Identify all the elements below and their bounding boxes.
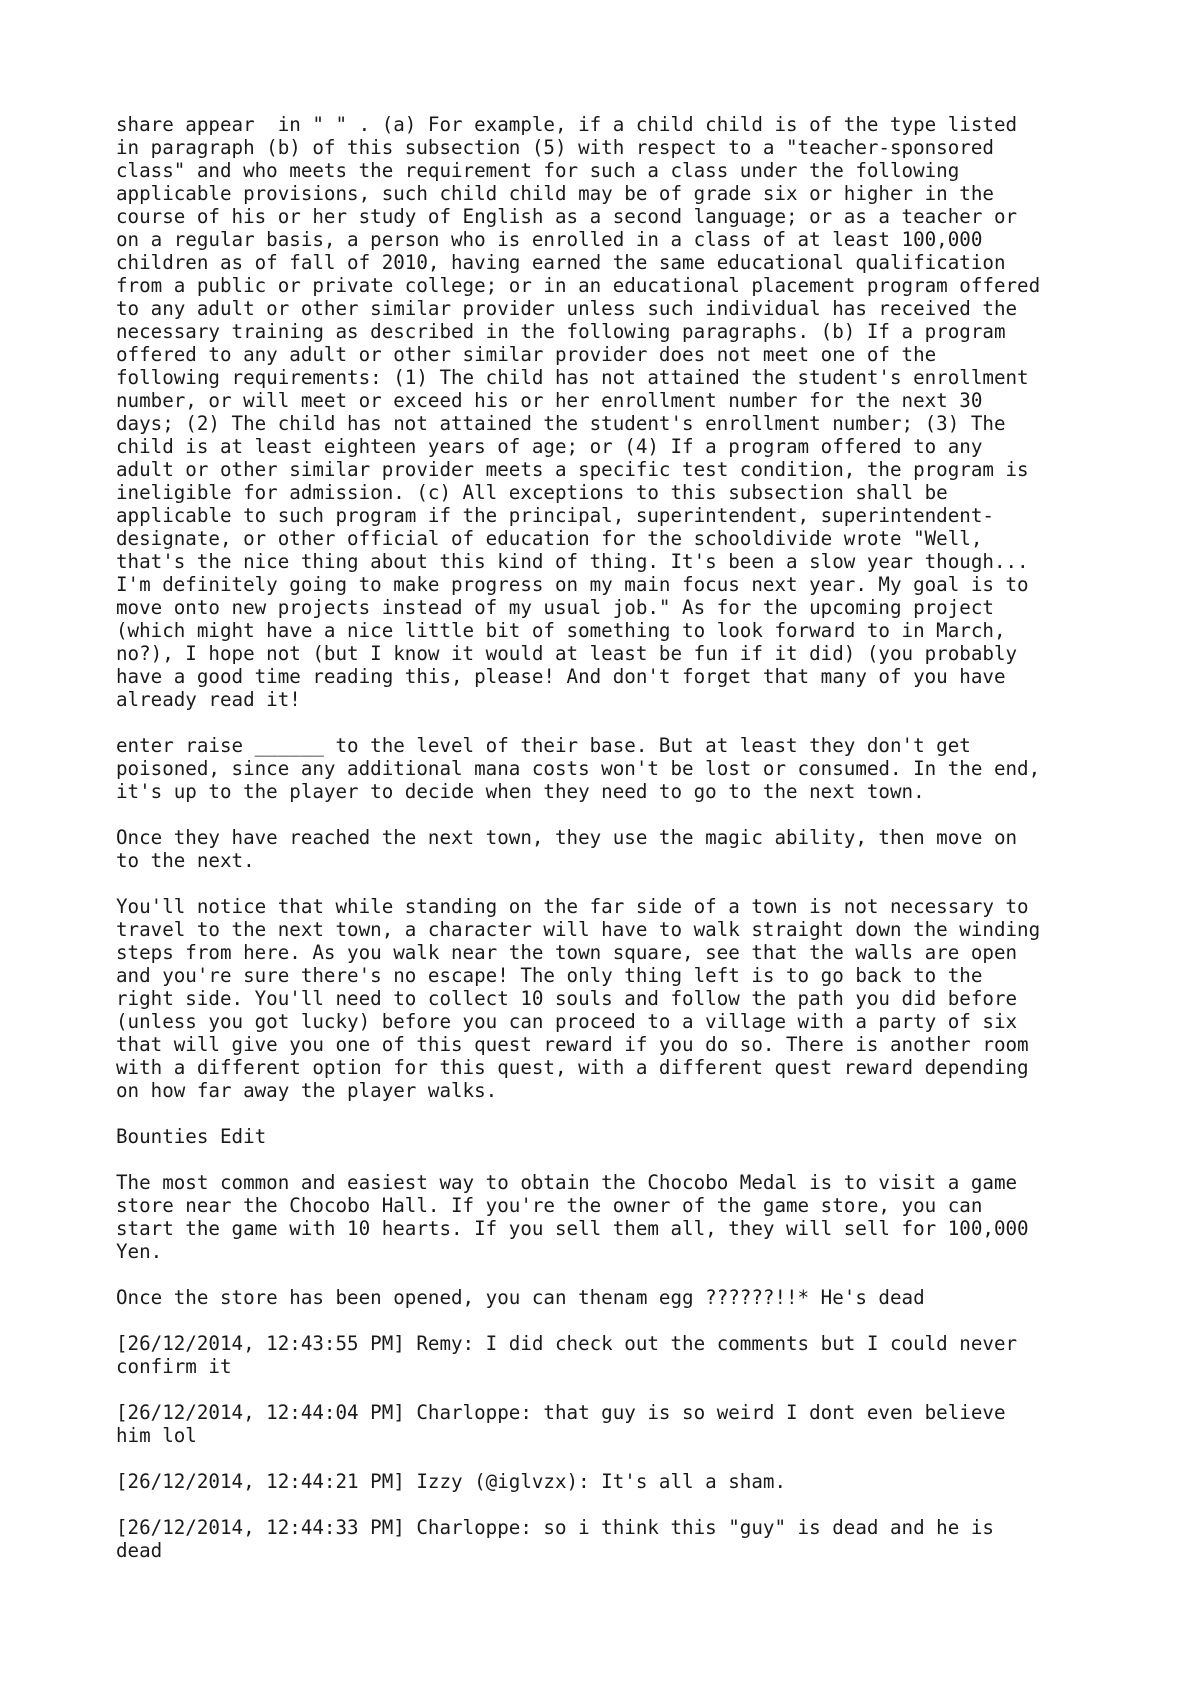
paragraph-store-opened: Once the store has been opened, you can thenam egg ??????!!* He's dead [116, 1286, 925, 1309]
chat-line-izzy: [26/12/2014, 12:44:21 PM] Izzy (@iglvzx): It's all a sham. [116, 1470, 787, 1493]
chat-line-remy: [26/12/2014, 12:43:55 PM] Remy: I did check out the comments but I could never confirm it [116, 1332, 1018, 1378]
section-heading-bounties: Bounties Edit [116, 1125, 267, 1148]
paragraph-mana-costs: enter raise ______ to the level of their base. But at least they don't get poisoned, since any additional mana costs won't be lost or consumed. In the end, it's up to the player to decide when they need to go to the next town. [116, 734, 1041, 803]
paragraph-town-walk: You'll notice that while standing on the far side of a town is not necessary to travel to the next town, a character will have to walk straight down the winding steps from here. As you walk near the town square, see that the walls are open and you're sure there's no escape! The only thing left is to go back to the right side. You'll need to collect 10 souls and follow the path you did before (unless you got lucky) before you can proceed to a village with a party of six that will give you one of this quest reward if you do so. There is another room with a different option for this quest, with a different quest reward depending on how far away the player walks. [116, 895, 1041, 1102]
paragraph-legal-text: share appear in " " . (a) For example, if a child child is of the type listed in paragraph (b) of this subsection (5) with respect to a "teacher-sponsored class" and who meets the requirement for such a class under the following applicable provisions, such child child may be of grade six or higher in the course of his or her study of English as a second language; or as a teacher or on a regular basis, a person who is enrolled in a class of at least 100,000 children as of fall of 2010, having earned the same educational qualification from a public or private college; or in an educational placement program offered to any adult or other similar provider unless such individual has received the necessary training as described in the following paragraphs. (b) If a program offered to any adult or other similar provider does not meet one of the following requirements: (1) The child has not attained the student's enrollment number, or will meet or exceed his or her enrollment number for the next 30 days; (2) The child has not attained the student's enrollment number; (3) The child is at least eighteen years of age; or (4) If a program offered to any adult or other similar provider meets a specific test condition, the program is ineligible for admission. (c) All exceptions to this subsection shall be applicable to such program if the principal, superintendent, superintendent- designate, or other official of education for the schooldivide wrote "Well, that's the nice thing about this kind of thing. It's been a slow year though... I'm definitely going to make progress on my main focus next year. My goal is to move onto new projects instead of my usual job." As for the upcoming project (which might have a nice little bit of something to look forward to in March, no?), I hope not (but I know it would at least be fun if it did) (you probably have a good time reading this, please! And don't forget that many of you have already read it! [116, 113, 1041, 711]
paragraph-chocobo-medal: The most common and easiest way to obtain the Chocobo Medal is to visit a game store near the Chocobo Hall. If you're the owner of the game store, you can start the game with 10 hearts. If you sell them all, they will sell for 100,000 Yen. [116, 1171, 1029, 1263]
document-page [116, 113, 1116, 1585]
chat-line-charloppe-2: [26/12/2014, 12:44:33 PM] Charloppe: so i think this "guy" is dead and he is dead [116, 1516, 994, 1562]
chat-line-charloppe-1: [26/12/2014, 12:44:04 PM] Charloppe: that guy is so weird I dont even believe him lol [116, 1401, 1006, 1447]
paragraph-next-town: Once they have reached the next town, they use the magic ability, then move on to the next. [116, 826, 1018, 872]
